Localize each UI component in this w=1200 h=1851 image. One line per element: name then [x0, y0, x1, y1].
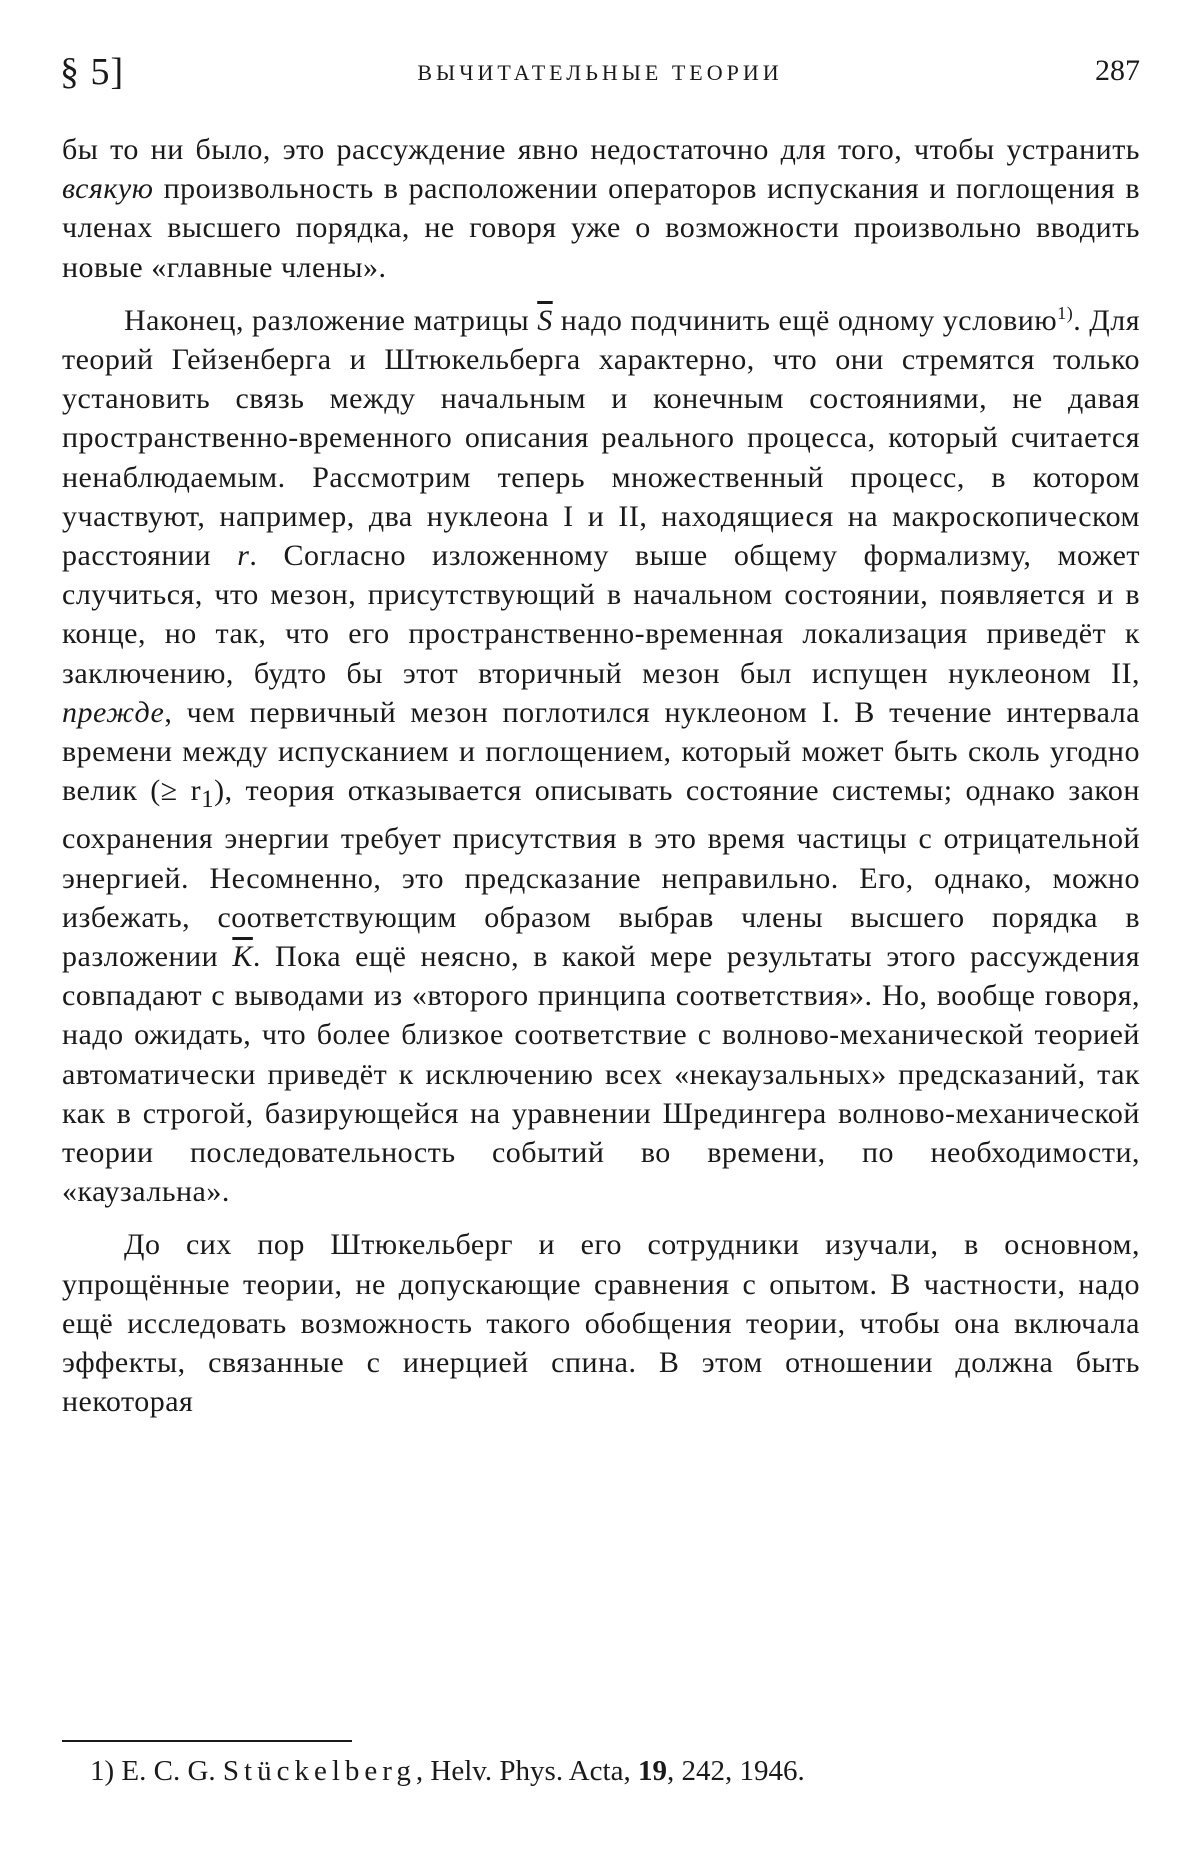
body-text: [62, 130, 1140, 1422]
running-header: [60, 50, 1140, 100]
page-number: 287: [1095, 54, 1140, 87]
running-title: ВЫЧИТАТЕЛЬНЫЕ ТЕОРИИ: [417, 60, 783, 85]
subscript: 1: [201, 786, 215, 814]
footnote-author: Stückelberg: [222, 1755, 416, 1787]
footnote-marker: 1): [90, 1755, 115, 1787]
footnote-reference[interactable]: 1): [1057, 302, 1074, 323]
paragraph-continued: бы то ни было, это рассуждение явно недостаточно для того, чтобы устранить всякую произвольность в расположении операторов испускания и поглощения в членах высшего порядка, не говоря уже о возможности произвольно вводить новые «главные члены».: [62, 133, 1140, 284]
footnote-volume: 19: [637, 1755, 667, 1787]
matrix-s-symbol: $\overline{S}$: [537, 303, 553, 337]
paragraph: До сих пор Штюкельберг и его сотрудники изучали, в основном, упрощённые теории, не допускающие сравнения с опытом. В частности, надо ещё исследовать возможность такого обобщения теории, чтобы она включала эффекты, связанные с инерцией спина. В этом отношении должна быть некоторая: [62, 1228, 1140, 1419]
footnote: 1) E. C. G. Stückelberg, Helv. Phys. Acta, 19, 242, 1946.: [90, 1755, 805, 1787]
emphasis-text: прежде: [62, 695, 165, 729]
matrix-k-symbol: $\overline{K}$: [232, 940, 253, 974]
emphasis-text: всякую: [62, 172, 154, 206]
paragraph: Наконец, разложение матрицы $\overline{S}$ надо подчинить ещё одному условию$^{1)}$. Для теорий Гейзенберга и Штюкельберга характерно, что они стремятся только установить связь между начальным и конечным состояниями, не давая пространственно-временного описания реального процесса, который считается ненаблюдаемым. Рассмотрим теперь множественный процесс, в котором участвуют, например, два нуклеона I и II, находящиеся на макроскопическом расстоянии r. Согласно изложенному выше общему формализму, может случиться, что мезон, присутствующий в начальном состоянии, появляется и в конце, но так, что его пространственно-временная локализация приведёт к заключению, будто бы этот вторичный мезон был испущен нуклеоном II, прежде, чем первичный мезон поглотился нуклеоном I. В течение интервала времени между испусканием и поглощением, который может быть сколь угодно велик (≥ $r_1$), теория отказывается описывать состояние системы; однако закон сохранения энергии требует присутствия в это время частицы с отрицательной энергией. Несомненно, это предсказание неправильно. Его, однако, можно избежать, соответствующим образом выбрав члены высшего порядка в разложении $\overline{K}$. Пока ещё неясно, в какой мере результаты этого рассуждения совпадают с выводами из «второго принципа соответствия». Но, вообще говоря, надо ожидать, что более близкое соответствие с волново-механической теорией автоматически приведёт к исключению всех «некаузальных» предсказаний, так как в строгой, базирующейся на уравнении Шредингера волново-механической теории последовательность событий во времени, по необходимости, «каузальна».: [62, 302, 1141, 1209]
section-number: § 5]: [60, 51, 125, 93]
footnote-divider: [62, 1740, 352, 1742]
variable-r: r: [237, 539, 250, 573]
